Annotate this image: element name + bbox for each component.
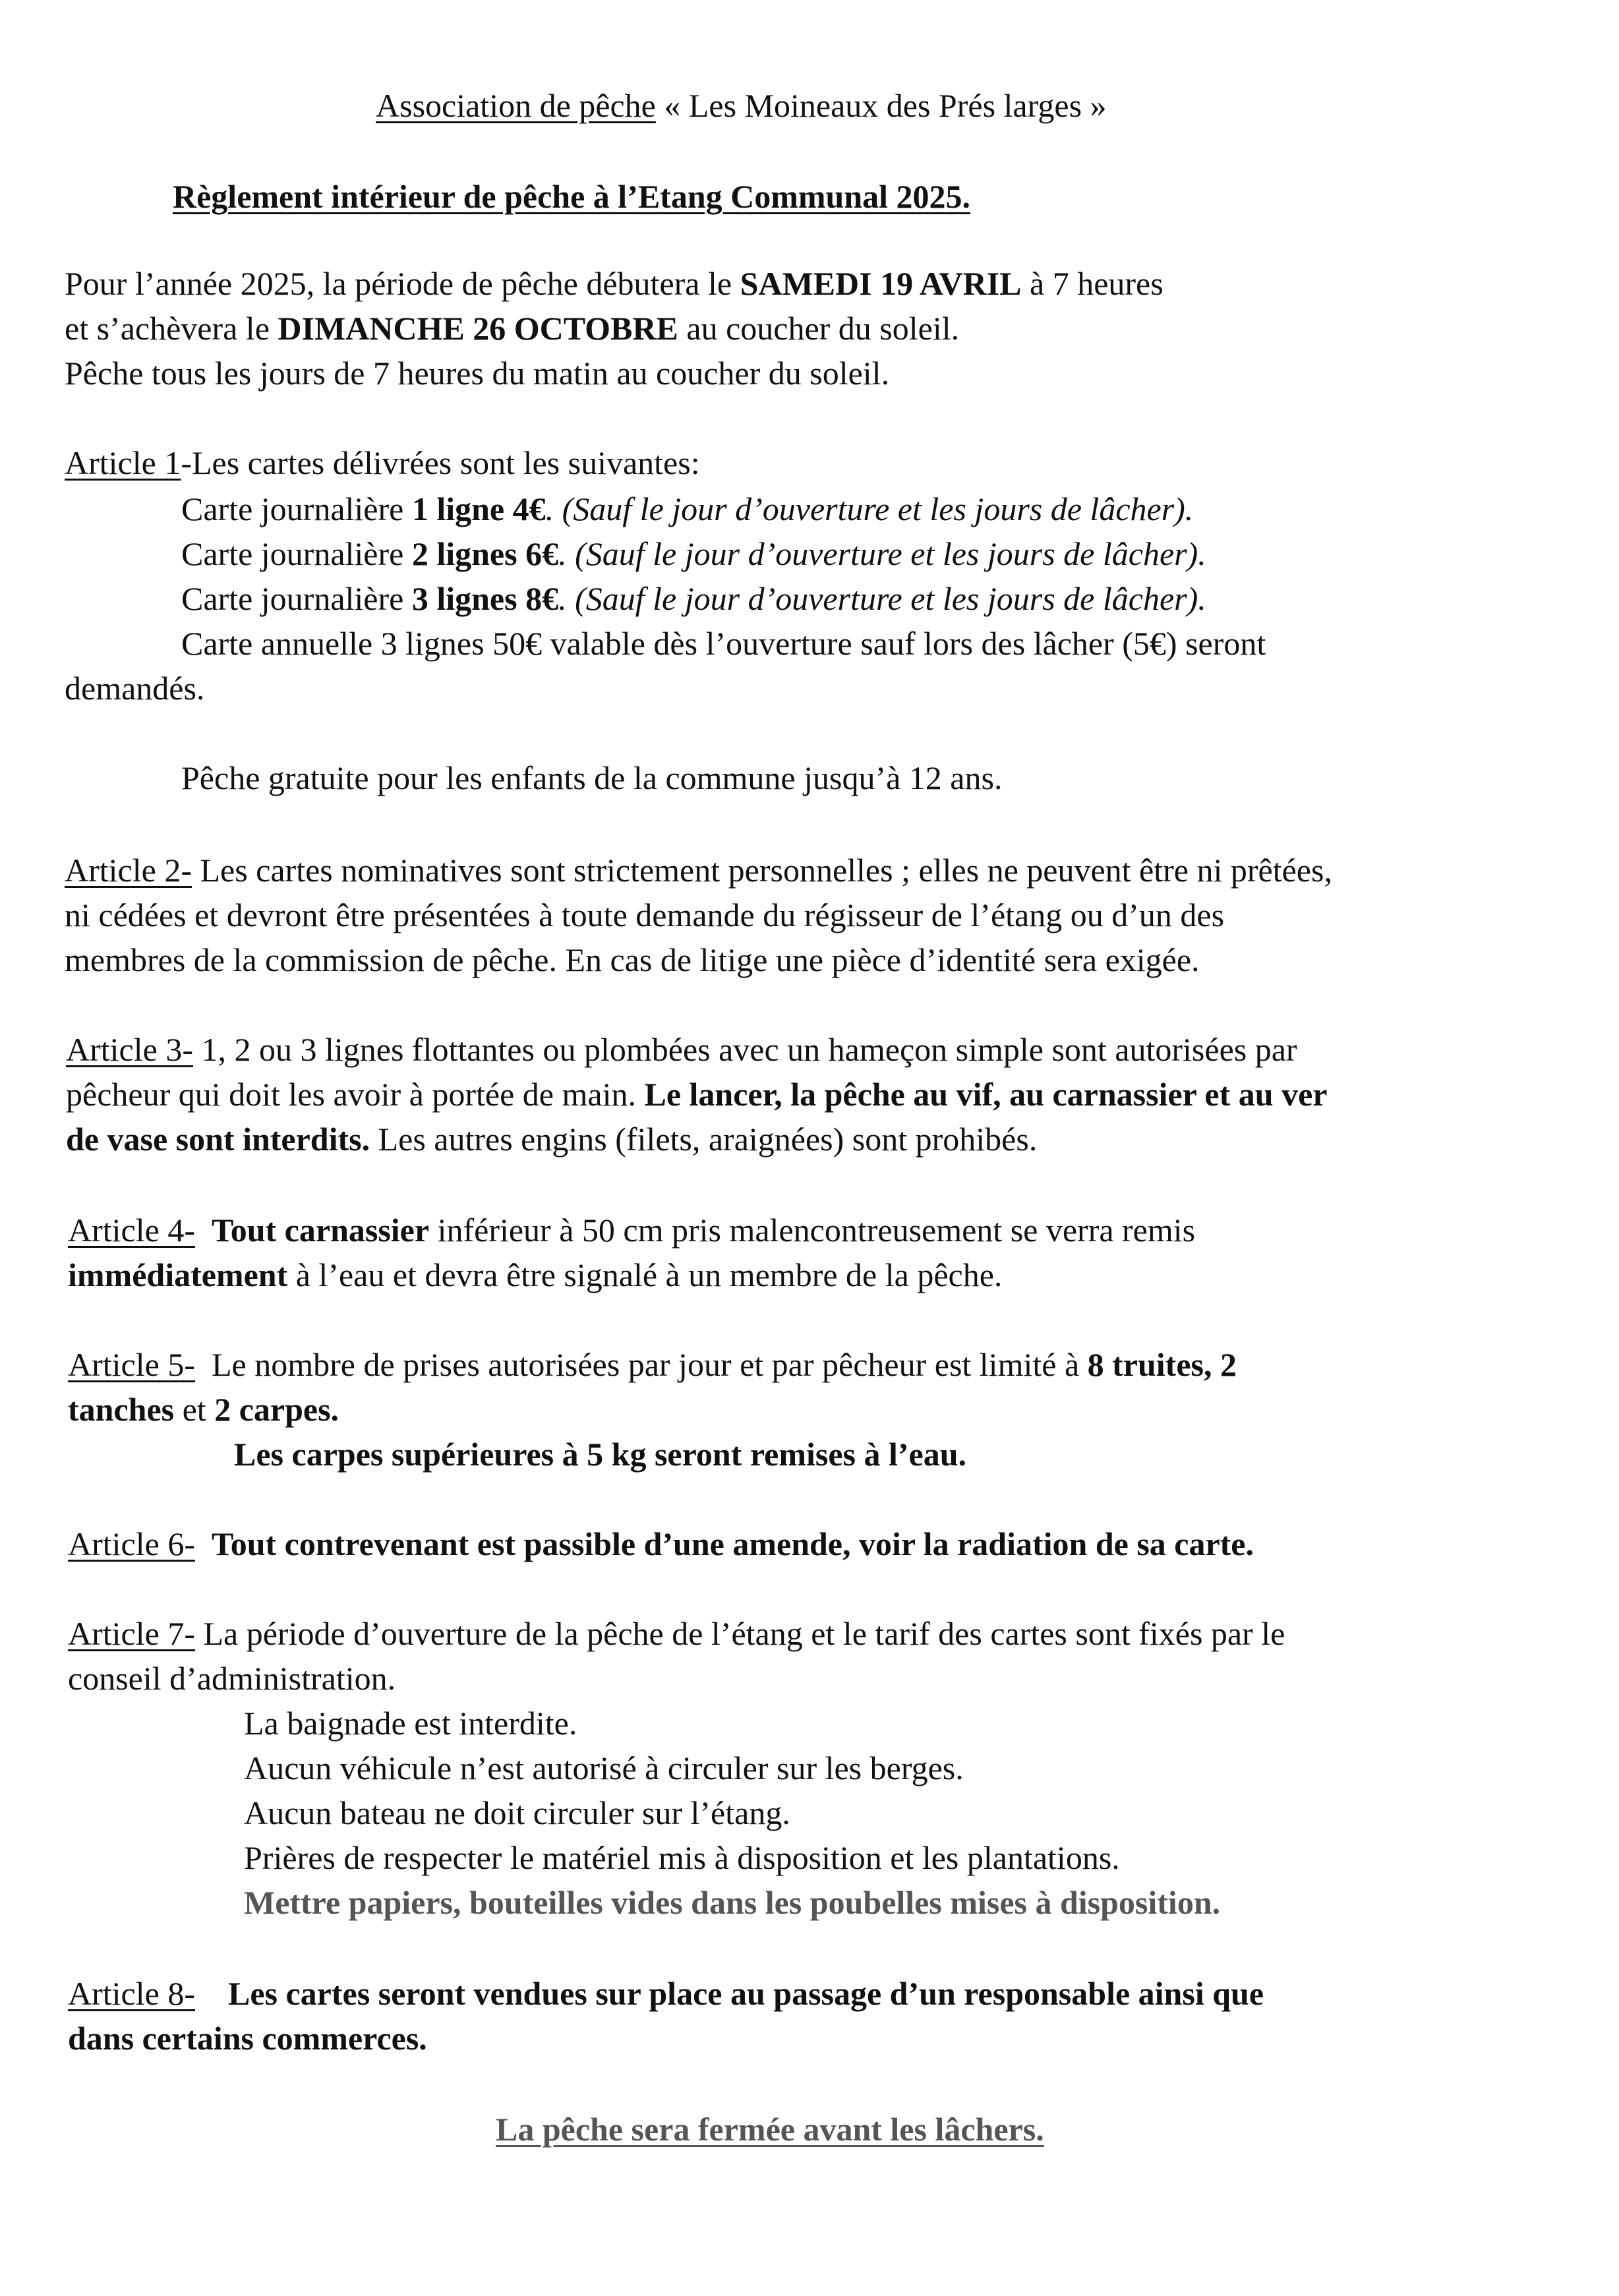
article-5-line-2 bbox=[68, 1390, 339, 1429]
article-1-heading bbox=[65, 443, 700, 483]
card-note: . (Sauf le jour d’ouverture et les jours de lâcher). bbox=[545, 490, 1194, 527]
article-2-label: Article 2- bbox=[65, 852, 192, 889]
rule-item: Aucun bateau ne doit circuler sur l’étang. bbox=[244, 1794, 790, 1831]
article-3-label: Article 3- bbox=[66, 1031, 193, 1068]
article-5-line-1 bbox=[68, 1345, 1237, 1384]
card-prefix: Carte journalière bbox=[181, 580, 412, 617]
card-price: 3 lignes 8€ bbox=[411, 580, 559, 617]
article-3-prohibition: Le lancer, la pêche au vif, au carnassier et au ver bbox=[644, 1076, 1328, 1113]
article-1-label: Article 1 bbox=[65, 444, 181, 481]
card-prefix: Carte journalière bbox=[181, 535, 412, 572]
article-2-line-2: ni cédées et devront être présentées à toute demande du régisseur de l’étang ou d’un des bbox=[65, 897, 1225, 933]
rule-item-last: Mettre papiers, bouteilles vides dans les poubelles mises à disposition. bbox=[244, 1884, 1221, 1921]
card-price: 2 lignes 6€ bbox=[411, 535, 559, 572]
article-4-text: inférieur à 50 cm pris malencontreusement se verra remis bbox=[429, 1212, 1196, 1249]
closing-time: au coucher du soleil. bbox=[678, 310, 960, 347]
article-5-line-3: Les carpes supérieures à 5 kg seront remises à l’eau. bbox=[234, 1436, 967, 1473]
closing-note: La pêche sera fermée avant les lâchers. bbox=[496, 2111, 1044, 2148]
article-5-limit: 8 truites, 2 bbox=[1087, 1346, 1237, 1383]
document-title: Règlement intérieur de pêche à l’Etang Communal 2025. bbox=[173, 178, 971, 215]
opening-time: à 7 heures bbox=[1021, 265, 1163, 302]
article-2-text: Les cartes nominatives sont strictement personnelles ; elles ne peuvent être ni prêtées, bbox=[191, 852, 1332, 889]
article-5-limit: tanches bbox=[68, 1391, 175, 1428]
article-8-line-2: dans certains commerces. bbox=[68, 2020, 427, 2057]
article-6-text: Tout contrevenant est passible d’une amende, voir la radiation de sa carte. bbox=[211, 1525, 1254, 1562]
intro-line-3: Pêche tous les jours de 7 heures du matin au coucher du soleil. bbox=[65, 355, 890, 392]
article-3-line-3 bbox=[66, 1119, 1037, 1159]
article-7-line-2: conseil d’administration. bbox=[68, 1660, 396, 1697]
annual-card-line-2: demandés. bbox=[65, 670, 205, 707]
article-3-text: 1, 2 ou 3 lignes flottantes ou plombées avec un hameçon simple sont autorisées par bbox=[192, 1031, 1297, 1068]
article-2-line-3: membres de la commission de pêche. En cas de litige une pièce d’identité sera exigée. bbox=[65, 941, 1200, 978]
article-8-label: Article 8- bbox=[68, 1975, 195, 2012]
article-7-line-1 bbox=[68, 1614, 1285, 1653]
article-3-line-1 bbox=[66, 1030, 1297, 1069]
article-6-line bbox=[68, 1524, 1254, 1564]
article-4-label: Article 4- bbox=[68, 1212, 195, 1249]
article-8-text: Les cartes seront vendues sur place au passage d’un responsable ainsi que bbox=[227, 1975, 1264, 2012]
card-prefix: Carte journalière bbox=[181, 490, 412, 527]
article-4-text: à l’eau et devra être signalé à un membre de la pêche. bbox=[287, 1256, 1003, 1293]
card-price: 1 ligne 4€ bbox=[411, 490, 546, 527]
article-3-line-2 bbox=[66, 1074, 1327, 1114]
card-2-line bbox=[181, 534, 1206, 574]
card-1-line bbox=[181, 489, 1193, 529]
article-6-label: Article 6- bbox=[68, 1525, 195, 1562]
association-heading bbox=[376, 86, 1107, 125]
intro-line-2 bbox=[65, 309, 959, 348]
article-5-limit: 2 carpes. bbox=[214, 1391, 339, 1428]
article-7-label: Article 7- bbox=[68, 1615, 195, 1652]
article-1-text: -Les cartes délivrées sont les suivantes: bbox=[181, 444, 700, 481]
rule-item: Aucun véhicule n’est autorisé à circuler sur les berges. bbox=[244, 1750, 964, 1786]
card-3-line bbox=[181, 579, 1206, 618]
card-note: . (Sauf le jour d’ouverture et les jours de lâcher). bbox=[558, 535, 1206, 572]
article-4-emphasis: Tout carnassier bbox=[211, 1212, 430, 1249]
article-8-line-1 bbox=[68, 1974, 1264, 2013]
article-2-line-1 bbox=[65, 850, 1332, 890]
association-name: « Les Moineaux des Prés larges » bbox=[655, 87, 1107, 124]
annual-card-line-1: Carte annuelle 3 lignes 50€ valable dès l’ouverture sauf lors des lâcher (5€) seront bbox=[181, 625, 1266, 662]
article-3-text: Les autres engins (filets, araignées) sont prohibés. bbox=[370, 1121, 1038, 1158]
free-fishing-line: Pêche gratuite pour les enfants de la commune jusqu’à 12 ans. bbox=[181, 759, 1003, 796]
association-prefix: Association de pêche bbox=[376, 87, 656, 124]
article-5-text: Le nombre de prises autorisées par jour et par pêcheur est limité à bbox=[211, 1346, 1088, 1383]
intro-line-1 bbox=[65, 264, 1163, 303]
rule-item: La baignade est interdite. bbox=[244, 1705, 577, 1742]
intro-text: Pour l’année 2025, la période de pêche débutera le bbox=[65, 265, 740, 302]
article-4-emphasis: immédiatement bbox=[68, 1256, 288, 1293]
article-4-line-1 bbox=[68, 1210, 1195, 1250]
opening-date: SAMEDI 19 AVRIL bbox=[740, 265, 1022, 302]
article-3-text: pêcheur qui doit les avoir à portée de main. bbox=[66, 1076, 645, 1113]
article-5-text: et bbox=[174, 1391, 215, 1428]
intro-text: et s’achèvera le bbox=[65, 310, 278, 347]
card-note: . (Sauf le jour d’ouverture et les jours de lâcher). bbox=[558, 580, 1206, 617]
article-7-text: La période d’ouverture de la pêche de l’étang et le tarif des cartes sont fixés par le bbox=[194, 1615, 1285, 1652]
article-4-line-2 bbox=[68, 1255, 1002, 1295]
closing-date: DIMANCHE 26 OCTOBRE bbox=[278, 310, 678, 347]
article-5-label: Article 5- bbox=[68, 1346, 195, 1383]
rule-item: Prières de respecter le matériel mis à disposition et les plantations. bbox=[244, 1839, 1120, 1876]
article-3-prohibition: de vase sont interdits. bbox=[66, 1121, 370, 1158]
